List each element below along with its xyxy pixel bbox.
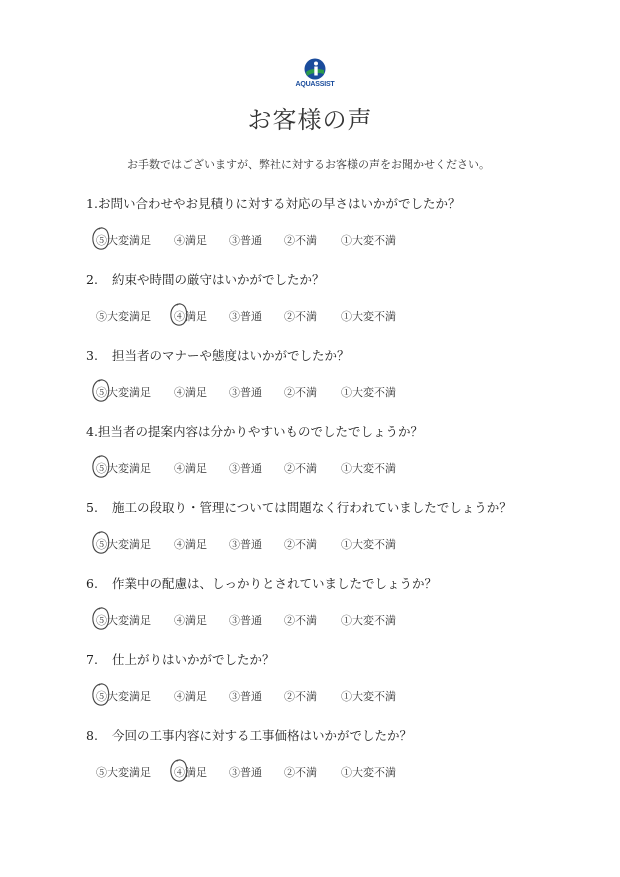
answer-option[interactable] <box>96 536 151 552</box>
question-text: 施工の段取り・管理については問題なく行われていましたでしょうか？ <box>111 500 512 515</box>
answer-option-label: ①大変不満 <box>341 386 396 399</box>
answer-option[interactable] <box>96 384 151 400</box>
answer-option[interactable] <box>174 308 207 324</box>
answer-option-label: ①大変不満 <box>341 538 396 551</box>
answer-option[interactable] <box>174 384 207 400</box>
question-number: 5. <box>86 500 98 515</box>
answer-option[interactable] <box>341 232 396 248</box>
answer-option-label: ⑤大変満足 <box>96 538 151 551</box>
answer-option[interactable] <box>229 764 262 780</box>
answer-option-label: ①大変不満 <box>341 310 396 323</box>
answer-option[interactable] <box>341 536 396 552</box>
question-text: お問い合わせやお見積りに対する対応の早さはいかがでしたか？ <box>97 196 461 211</box>
answer-option-label: ⑤大変満足 <box>96 234 151 247</box>
answer-option[interactable] <box>284 232 317 248</box>
answer-option[interactable] <box>174 232 207 248</box>
answer-option-label: ④満足 <box>174 386 207 399</box>
answer-choices-4 <box>96 460 436 476</box>
answer-option[interactable] <box>174 612 207 628</box>
answer-option[interactable] <box>174 460 207 476</box>
answer-option[interactable] <box>341 764 396 780</box>
question-6 <box>86 574 437 592</box>
answer-option-label: ⑤大変満足 <box>96 386 151 399</box>
answer-option-label: ②不満 <box>284 538 317 551</box>
question-number: 8. <box>86 728 98 743</box>
answer-option-label: ②不満 <box>284 690 317 703</box>
answer-option-label: ③普通 <box>229 310 262 323</box>
question-number: 4. <box>86 424 98 439</box>
answer-option-label: ④満足 <box>174 538 207 551</box>
question-number: 2. <box>86 272 98 287</box>
question-8 <box>86 726 412 744</box>
question-4 <box>86 422 423 440</box>
question-number: 1. <box>86 196 98 211</box>
answer-option-label: ③普通 <box>229 538 262 551</box>
answer-option-label: ④満足 <box>174 690 207 703</box>
answer-option-label: ②不満 <box>284 310 317 323</box>
question-7 <box>86 650 274 668</box>
answer-option[interactable] <box>229 232 262 248</box>
answer-choices-5 <box>96 536 436 552</box>
answer-option[interactable] <box>96 688 151 704</box>
answer-option-label: ①大変不満 <box>341 614 396 627</box>
answer-option-label: ③普通 <box>229 690 262 703</box>
answer-option-label: ③普通 <box>229 766 262 779</box>
answer-option[interactable] <box>96 308 151 324</box>
answer-option-label: ②不満 <box>284 234 317 247</box>
question-number: 6. <box>86 576 98 591</box>
answer-option[interactable] <box>284 688 317 704</box>
answer-option[interactable] <box>229 308 262 324</box>
answer-option[interactable] <box>341 384 396 400</box>
answer-choices-1 <box>96 232 436 248</box>
answer-option-label: ④満足 <box>174 462 207 475</box>
question-number: 3. <box>86 348 98 363</box>
answer-option[interactable] <box>341 612 396 628</box>
answer-option[interactable] <box>284 536 317 552</box>
intro-text: お手数ではございますが、弊社に対するお客様の声をお聞かせください。 <box>127 158 490 171</box>
answer-option[interactable] <box>341 688 396 704</box>
answer-option-label: ①大変不満 <box>341 690 396 703</box>
answer-option[interactable] <box>229 688 262 704</box>
question-text: 作業中の配慮は、しっかりとされていましたでしょうか？ <box>111 576 437 591</box>
answer-option[interactable] <box>229 384 262 400</box>
question-3 <box>86 346 349 364</box>
answer-option-label: ①大変不満 <box>341 766 396 779</box>
answer-option[interactable] <box>229 460 262 476</box>
question-text: 担当者のマナーや態度はいかがでしたか？ <box>111 348 350 363</box>
answer-option[interactable] <box>341 308 396 324</box>
company-logo <box>294 58 336 92</box>
answer-option[interactable] <box>284 460 317 476</box>
aquassist-logo-icon <box>304 58 326 80</box>
question-text: 担当者の提案内容は分かりやすいものでしたでしょうか？ <box>97 424 423 439</box>
answer-option-label: ①大変不満 <box>341 234 396 247</box>
answer-option-label: ④満足 <box>174 310 207 323</box>
answer-option-label: ②不満 <box>284 614 317 627</box>
answer-choices-2 <box>96 308 436 324</box>
question-5 <box>86 498 512 516</box>
answer-choices-7 <box>96 688 436 704</box>
answer-option-label: ⑤大変満足 <box>96 690 151 703</box>
answer-option[interactable] <box>174 536 207 552</box>
answer-option[interactable] <box>229 612 262 628</box>
answer-option-label: ⑤大変満足 <box>96 310 151 323</box>
answer-option-label: ②不満 <box>284 386 317 399</box>
question-2 <box>86 270 324 288</box>
answer-option-label: ②不満 <box>284 766 317 779</box>
question-text: 約束や時間の厳守はいかがでしたか？ <box>111 272 325 287</box>
answer-option[interactable] <box>284 612 317 628</box>
question-text: 今回の工事内容に対する工事価格はいかがでしたか？ <box>111 728 412 743</box>
answer-option-label: ③普通 <box>229 234 262 247</box>
answer-option-label: ③普通 <box>229 462 262 475</box>
answer-option-label: ④満足 <box>174 614 207 627</box>
answer-option[interactable] <box>284 384 317 400</box>
answer-choices-3 <box>96 384 436 400</box>
question-number: 7. <box>86 652 98 667</box>
answer-option-label: ③普通 <box>229 614 262 627</box>
answer-option-label: ②不満 <box>284 462 317 475</box>
answer-option[interactable] <box>174 688 207 704</box>
answer-option[interactable] <box>229 536 262 552</box>
page-title: お客様の声 <box>247 106 373 134</box>
answer-option[interactable] <box>284 764 317 780</box>
answer-option[interactable] <box>96 460 151 476</box>
answer-option[interactable] <box>174 764 207 780</box>
answer-option[interactable] <box>96 232 151 248</box>
answer-option[interactable] <box>341 460 396 476</box>
answer-choices-6 <box>96 612 436 628</box>
answer-option[interactable] <box>96 612 151 628</box>
answer-option[interactable] <box>96 764 151 780</box>
question-text: 仕上がりはいかがでしたか？ <box>111 652 275 667</box>
question-1 <box>86 194 460 212</box>
logo-text: AQUASSIST <box>295 81 335 88</box>
answer-option-label: ④満足 <box>174 234 207 247</box>
answer-option[interactable] <box>284 308 317 324</box>
answer-option-label: ①大変不満 <box>341 462 396 475</box>
answer-option-label: ⑤大変満足 <box>96 614 151 627</box>
answer-option-label: ④満足 <box>174 766 207 779</box>
answer-option-label: ⑤大変満足 <box>96 462 151 475</box>
answer-option-label: ③普通 <box>229 386 262 399</box>
answer-option-label: ⑤大変満足 <box>96 766 151 779</box>
answer-choices-8 <box>96 764 436 780</box>
